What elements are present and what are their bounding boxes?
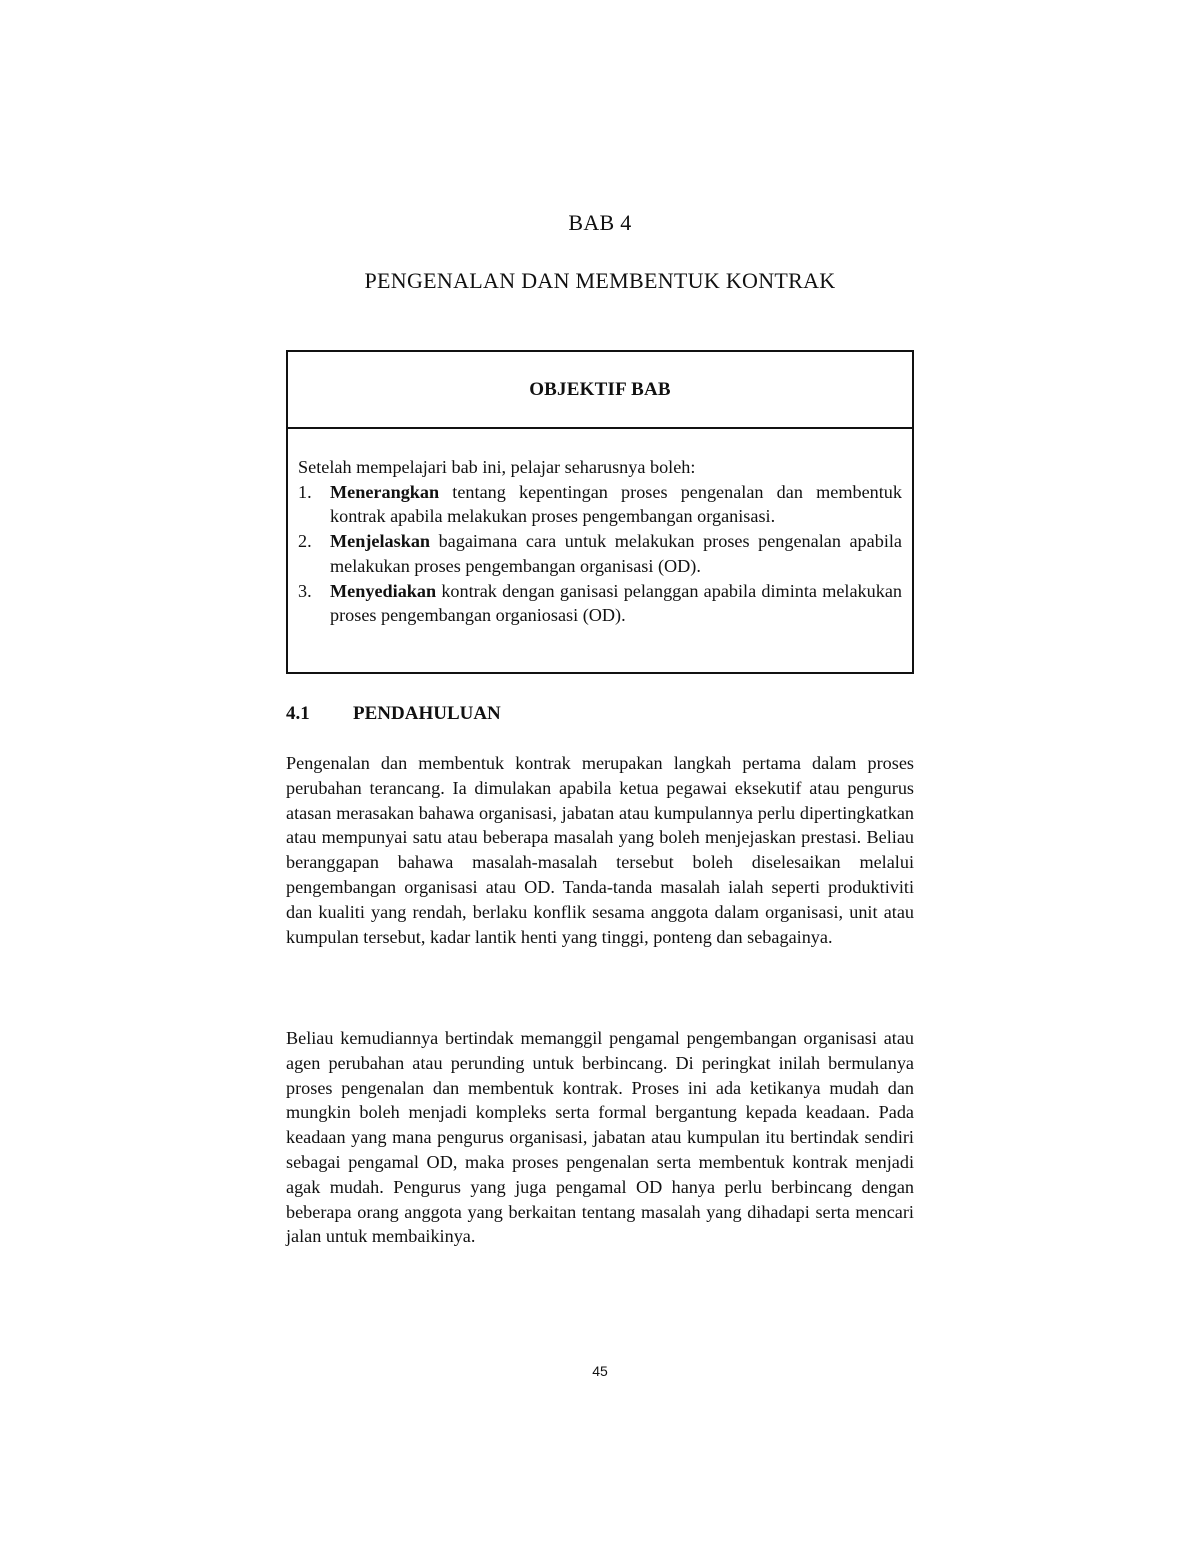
objective-text [330,480,902,529]
objective-keyword: Menjelaskan [330,531,431,552]
objective-item [298,579,902,628]
objective-text [330,529,902,578]
objective-description: bagaimana cara untuk melakukan proses pengenalan apabila melakukan proses pengembangan organisasi (OD). [330,531,902,576]
section-number: 4.1 [286,703,310,724]
section-title: PENDAHULUAN [353,703,501,724]
objectives-box [286,350,914,674]
objective-number: 1. [298,481,312,502]
objectives-intro: Setelah mempelajari bab ini, pelajar seharusnya boleh: [298,457,696,477]
objective-item [298,480,902,529]
objective-description: kontrak dengan ganisasi pelanggan apabila diminta melakukan proses pengembangan organiosasi (OD). [330,580,902,626]
objectives-list [298,480,902,628]
objective-description: tentang kepentingan proses pengenalan dan membentuk kontrak apabila melakukan proses pengembangan organisasi. [330,481,902,527]
chapter-label: BAB 4 [568,210,632,235]
objectives-body [288,429,912,628]
objective-number: 3. [298,580,312,601]
page-number: 45 [592,1363,608,1379]
body-paragraph: Beliau kemudiannya bertindak memanggil pengamal pengembangan organisasi atau agen perubahan atau perunding untuk berbincang. Di peringkat inilah bermulanya proses pengenalan dan membentuk kontrak. Proses ini ada ketikanya mudah dan mungkin boleh menjadi kompleks serta formal bergantung kepada keadaan. Pada keadaan yang mana pengurus organisasi, jabatan atau kumpulan itu bertindak sendiri sebagai pengamal OD, maka proses pengenalan serta membentuk kontrak menjadi agak mudah. Pengurus yang juga pengamal OD hanya perlu berbincang dengan beberapa orang anggota yang berkaitan tentang masalah yang dihadapi serta mencari jalan untuk membaikinya. [286,1028,914,1247]
objective-keyword: Menerangkan [330,481,440,502]
objectives-heading: OBJEKTIF BAB [288,352,912,429]
objective-text [330,579,902,628]
objective-number: 2. [298,531,312,552]
chapter-title: PENGENALAN DAN MEMBENTUK KONTRAK [364,268,836,293]
objective-keyword: Menyediakan [330,580,437,601]
body-paragraph: Pengenalan dan membentuk kontrak merupakan langkah pertama dalam proses perubahan terancang. Ia dimulakan apabila ketua pegawai eksekutif atau pengurus atasan merasakan bahawa organisasi, jabatan atau kumpulannya perlu dipertingkatkan atau mempunyai satu atau beberapa masalah yang boleh menjejaskan prestasi. Beliau beranggapan bahawa masalah-masalah tersebut boleh diselesaikan melalui pengembangan organisasi atau OD. Tanda-tanda masalah ialah seperti produktiviti dan kualiti yang rendah, berlaku konflik sesama anggota dalam organisasi, unit atau kumpulan tersebut, kadar lantik henti yang tinggi, ponteng dan sebagainya. [286,753,914,947]
objective-item [298,529,902,578]
section-heading [286,703,501,725]
